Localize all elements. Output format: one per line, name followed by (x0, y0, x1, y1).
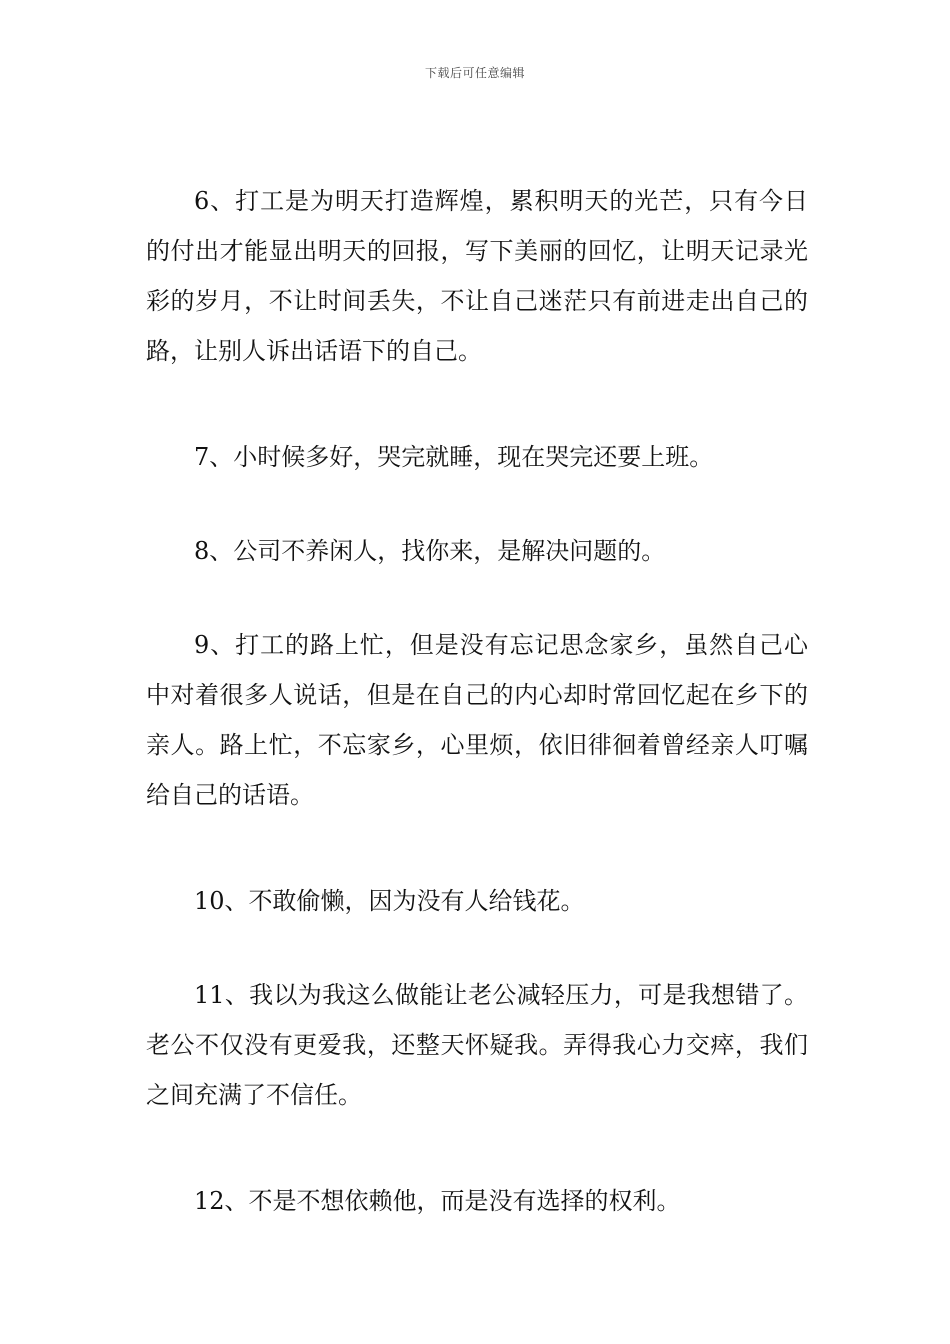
paragraph-12: 12、不是不想依赖他，而是没有选择的权利。 (194, 1187, 681, 1215)
paragraph-9: 9、打工的路上忙，但是没有忘记思念家乡，虽然自己心中对着很多人说话，但是在自己的内心却时常回忆起在乡下的亲人。路上忙，不忘家乡，心里烦，依旧徘徊着曾经亲人叮嘱给自己的话语。 (146, 631, 808, 809)
paragraph-11: 11、我以为我这么做能让老公减轻压力，可是我想错了。老公不仅没有更爱我，还整天怀疑我。弄得我心力交瘁，我们之间充满了不信任。 (146, 981, 808, 1109)
paragraph-7: 7、小时候多好，哭完就睡，现在哭完还要上班。 (194, 443, 714, 471)
document-body (146, 176, 808, 1270)
paragraph-8: 8、公司不养闲人，找你来，是解决问题的。 (194, 537, 666, 565)
paragraph-10: 10、不敢偷懒，因为没有人给钱花。 (194, 887, 585, 915)
page-header: 下载后可任意编辑 (424, 66, 525, 80)
paragraph-6: 6、打工是为明天打造辉煌，累积明天的光芒，只有今日的付出才能显出明天的回报，写下美丽的回忆，让明天记录光彩的岁月，不让时间丢失，不让自己迷茫只有前进走出自己的路，让别人诉出话语下的自己。 (146, 187, 808, 365)
